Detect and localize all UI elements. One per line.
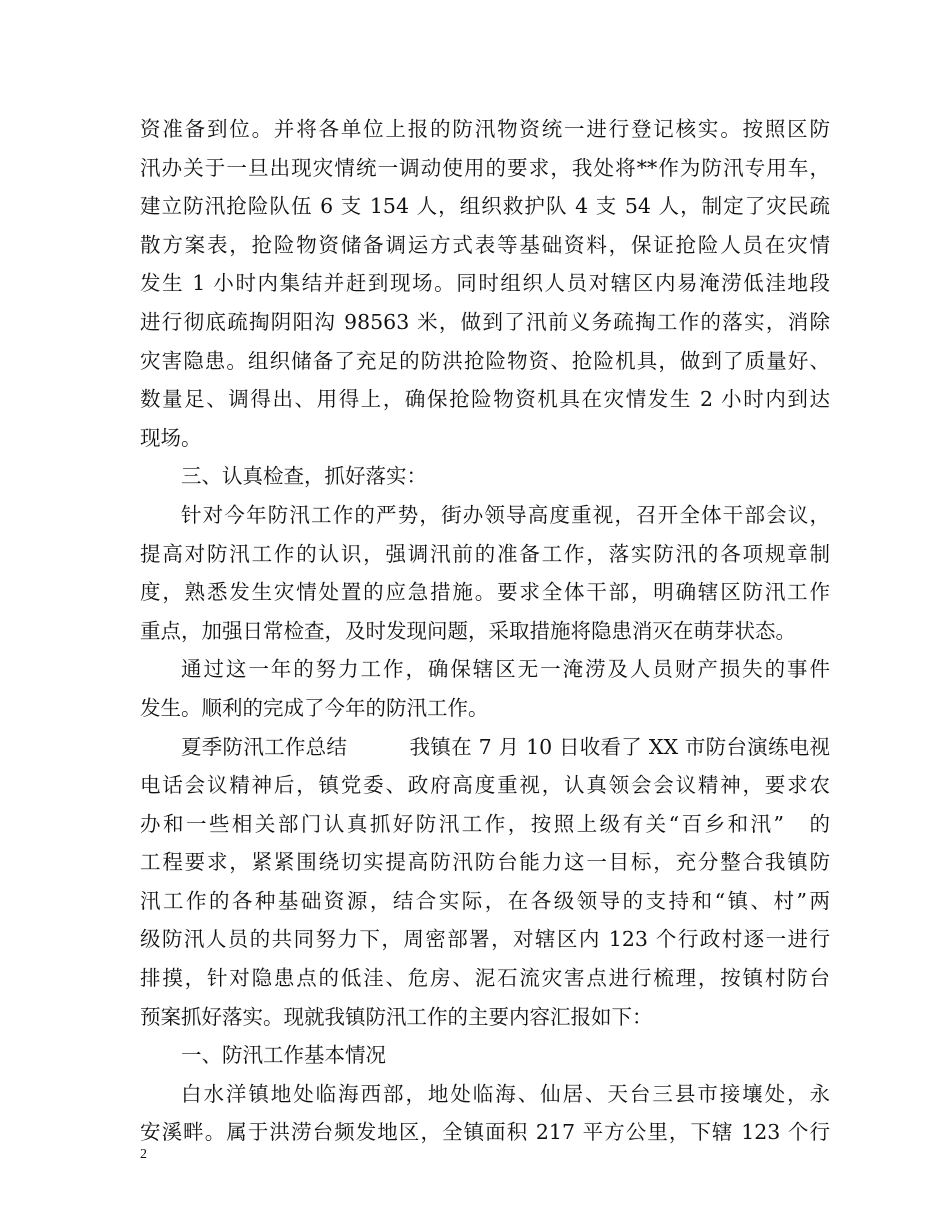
text-line: 散方案表，抢险物资储备调运方式表等基础资料，保证抢险人员在灾情 <box>140 232 830 257</box>
text-line: 夏季防汛工作总结 我镇在 7 月 10 日收看了 XX 市防台演练电视 <box>181 734 830 759</box>
section-heading: 一、防汛工作基本情况 <box>181 1043 386 1068</box>
text-line: 提高对防汛工作的认识，强调汛前的准备工作，落实防汛的各项规章制 <box>140 541 830 566</box>
text-line: 级防汛人员的共同努力下，周密部署，对辖区内 123 个行政村逐一进行 <box>140 927 830 952</box>
text-line: 数量足、调得出、用得上，确保抢险物资机具在灾情发生 2 小时内到达 <box>140 387 830 412</box>
text-line: 进行彻底疏掏阴阳沟 98563 米，做到了汛前义务疏掏工作的落实，消除 <box>140 309 830 334</box>
text-line: 安溪畔。属于洪涝台频发地区，全镇面积 217 平方公里，下辖 123 个行 <box>140 1120 830 1145</box>
text-line: 发生。顺利的完成了今年的防汛工作。 <box>140 695 489 720</box>
text-line: 发生 1 小时内集结并赶到现场。同时组织人员对辖区内易淹涝低洼地段 <box>140 271 830 296</box>
text-line: 重点，加强日常检查，及时发现问题，采取措施将隐患消灭在萌芽状态。 <box>140 618 796 643</box>
text-line: 白水洋镇地处临海西部，地处临海、仙居、天台三县市接壤处，永 <box>181 1081 830 1106</box>
text-line: 度，熟悉发生灾情处置的应急措施。要求全体干部，明确辖区防汛工作 <box>140 580 830 605</box>
text-line: 预案抓好落实。现就我镇防汛工作的主要内容汇报如下： <box>140 1004 653 1029</box>
text-line: 灾害隐患。组织储备了充足的防洪抢险物资、抢险机具，做到了质量好、 <box>140 348 830 373</box>
text-line: 现场。 <box>140 425 202 450</box>
text-line: 电话会议精神后，镇党委、政府高度重视，认真领会会议精神，要求农 <box>140 773 830 798</box>
text-line: 建立防汛抢险队伍 6 支 154 人，组织救护队 4 支 54 人，制定了灾民疏 <box>140 194 830 219</box>
text-line: 针对今年防汛工作的严势，街办领导高度重视，召开全体干部会议， <box>181 502 830 527</box>
body-text <box>140 110 830 1152</box>
text-line: 汛工作的各种基础资源，结合实际，在各级领导的支持和“镇、村”两 <box>140 888 830 913</box>
text-line: 通过这一年的努力工作，确保辖区无一淹涝及人员财产损失的事件 <box>181 657 830 682</box>
text-line: 排摸，针对隐患点的低洼、危房、泥石流灾害点进行梳理，按镇村防台 <box>140 966 830 991</box>
text-line: 工程要求，紧紧围绕切实提高防汛防台能力这一目标，充分整合我镇防 <box>140 850 830 875</box>
section-heading: 三、认真检查，抓好落实： <box>181 464 427 489</box>
text-line: 办和一些相关部门认真抓好防汛工作，按照上级有关“百乡和汛” 的 <box>140 811 830 836</box>
page-number: 2 <box>140 1147 147 1162</box>
text-line: 资准备到位。并将各单位上报的防汛物资统一进行登记核实。按照区防 <box>140 117 830 141</box>
text-line: 汛办关于一旦出现灾情统一调动使用的要求，我处将**作为防汛专用车， <box>140 155 830 180</box>
